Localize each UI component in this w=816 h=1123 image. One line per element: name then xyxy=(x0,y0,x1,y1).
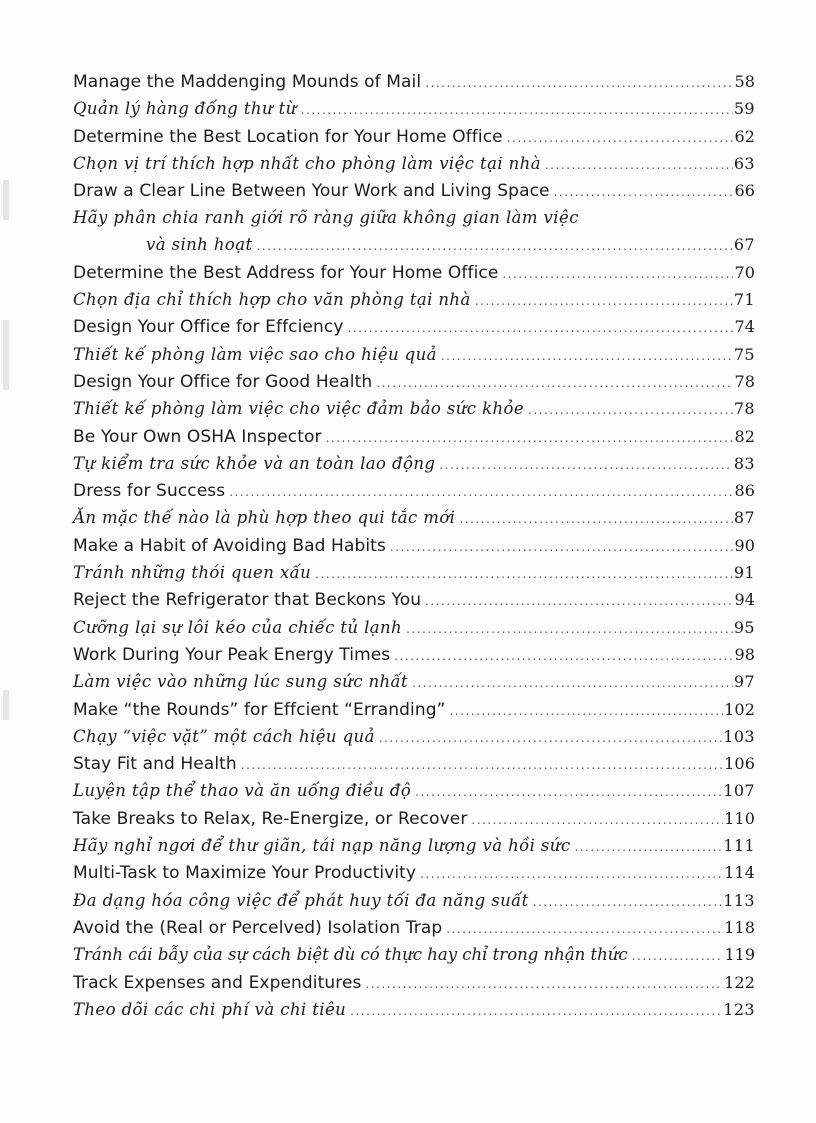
toc-entry-page: 86 xyxy=(734,481,755,501)
toc-entry xyxy=(73,532,755,559)
toc-entry-page: 62 xyxy=(734,126,755,146)
toc-entry-page: 98 xyxy=(734,644,755,664)
toc-entry xyxy=(73,614,755,641)
dot-leader xyxy=(347,315,733,342)
toc-entry-page: 91 xyxy=(733,563,755,583)
toc-entry-page: 71 xyxy=(733,290,755,310)
toc-entry-title: Work During Your Peak Energy Times xyxy=(73,644,391,665)
toc-entry xyxy=(73,177,755,204)
dot-leader xyxy=(441,343,733,370)
toc-entry-title: Take Breaks to Relax, Re-Energize, or Recover xyxy=(73,808,468,829)
dot-leader xyxy=(241,752,723,779)
toc-entry-page: 78 xyxy=(733,399,755,419)
dot-leader xyxy=(406,616,733,643)
table-of-contents xyxy=(73,68,755,1023)
toc-entry xyxy=(73,368,755,395)
dot-leader xyxy=(315,561,733,588)
dot-leader xyxy=(366,971,724,998)
dot-leader xyxy=(229,479,733,506)
toc-entry xyxy=(73,123,755,150)
dot-leader xyxy=(394,643,733,670)
toc-entry-page: 59 xyxy=(733,99,755,119)
toc-entry xyxy=(73,450,755,477)
toc-entry-page: 78 xyxy=(734,371,755,391)
toc-entry-title: Cưỡng lại sự lôi kéo của chiếc tủ lạnh xyxy=(73,617,403,637)
toc-entry-page: 122 xyxy=(724,972,755,992)
toc-entry xyxy=(73,423,755,450)
toc-entry xyxy=(73,887,755,914)
toc-entry xyxy=(73,805,755,832)
toc-entry-title: Determine the Best Location for Your Home Office xyxy=(73,126,503,147)
toc-entry-page: 58 xyxy=(734,72,755,91)
toc-entry xyxy=(73,914,755,941)
dot-leader xyxy=(471,807,723,834)
scan-artifact xyxy=(3,320,9,390)
toc-entry-page: 103 xyxy=(723,726,755,746)
dot-leader xyxy=(450,698,724,725)
toc-entry-title: Multi-Task to Maximize Your Productivity xyxy=(73,863,417,884)
toc-entry xyxy=(73,286,755,313)
toc-entry xyxy=(73,668,755,695)
toc-entry-page: 102 xyxy=(724,699,755,719)
toc-entry-page: 106 xyxy=(724,754,755,774)
toc-entry-page: 97 xyxy=(733,672,755,692)
dot-leader xyxy=(574,834,722,861)
dot-leader xyxy=(439,452,733,479)
toc-entry-title: Tự kiểm tra sức khỏe và an toàn lao động xyxy=(73,453,436,473)
toc-entry xyxy=(73,504,755,531)
toc-entry-page: 119 xyxy=(724,945,755,965)
toc-entry-title: Quản lý hàng đống thư từ xyxy=(73,99,297,119)
toc-entry xyxy=(73,750,755,777)
dot-leader xyxy=(350,998,722,1025)
toc-entry-title: Draw a Clear Line Between Your Work and Living Space xyxy=(73,181,550,202)
toc-entry xyxy=(73,832,755,859)
toc-entry-title: Make a Habit of Avoiding Bad Habits xyxy=(73,535,386,556)
toc-entry xyxy=(73,150,755,177)
toc-entry-page: 63 xyxy=(733,153,755,173)
toc-entry-page: 107 xyxy=(723,781,755,801)
dot-leader xyxy=(376,370,733,397)
toc-entry-title: Tránh những thói quen xấu xyxy=(73,563,312,583)
toc-entry xyxy=(73,641,755,668)
dot-leader xyxy=(256,233,732,260)
dot-leader xyxy=(425,588,733,615)
toc-entry xyxy=(73,586,755,613)
dot-leader xyxy=(412,670,733,697)
toc-entry-title: Thiết kế phòng làm việc sao cho hiệu quả xyxy=(73,344,437,364)
toc-entry-page: 123 xyxy=(723,999,755,1019)
toc-entry-page: 90 xyxy=(734,535,755,555)
toc-entry-title: Design Your Office for Good Health xyxy=(73,371,373,392)
dot-leader xyxy=(420,861,723,888)
toc-entry-title: Be Your Own OSHA Inspector xyxy=(73,426,322,447)
toc-entry-page: 111 xyxy=(723,836,755,856)
toc-entry xyxy=(73,941,755,968)
toc-entry-page: 113 xyxy=(723,890,755,910)
toc-entry xyxy=(73,313,755,340)
dot-leader xyxy=(545,152,733,179)
toc-entry xyxy=(73,395,755,422)
dot-leader xyxy=(533,889,723,916)
toc-entry-title: Manage the Maddenging Mounds of Mail xyxy=(73,72,422,92)
scan-artifact xyxy=(3,690,9,720)
toc-entry-title: Chọn địa chỉ thích hợp cho văn phòng tại nhà xyxy=(73,290,471,310)
toc-entry xyxy=(73,696,755,723)
toc-entry-title: Make “the Rounds” for Effcient “Erranding” xyxy=(73,699,446,720)
dot-leader xyxy=(459,506,732,533)
toc-entry-title: Đa dạng hóa công việc để phát huy tối đa năng suất xyxy=(73,890,529,910)
dot-leader xyxy=(425,70,733,97)
toc-entry xyxy=(73,777,755,804)
toc-entry xyxy=(73,68,755,95)
toc-entry-page: 118 xyxy=(724,917,755,937)
toc-entry-title: Design Your Office for Effciency xyxy=(73,317,344,338)
toc-entry-first-line xyxy=(73,204,755,231)
toc-entry-title: Ăn mặc thế nào là phù hợp theo qui tắc mới xyxy=(73,508,456,528)
toc-entry-title: Hãy phân chia ranh giới rõ ràng giữa không gian làm việc xyxy=(73,208,579,228)
dot-leader xyxy=(390,534,734,561)
dot-leader xyxy=(554,179,734,206)
toc-entry xyxy=(73,477,755,504)
toc-entry-title: Determine the Best Address for Your Home Office xyxy=(73,262,499,283)
toc-entry-page: 110 xyxy=(724,808,755,828)
toc-entry-page: 114 xyxy=(724,863,755,883)
toc-entry-title: Luyện tập thể thao và ăn uống điều độ xyxy=(73,781,412,801)
toc-entry xyxy=(73,341,755,368)
toc-entry xyxy=(73,95,755,122)
toc-entry-title: Thiết kế phòng làm việc cho việc đảm bảo sức khỏe xyxy=(73,399,525,419)
toc-entry-title: Hãy nghỉ ngơi để thư giãn, tái nạp năng lượng và hồi sức xyxy=(73,836,571,856)
toc-entry-page: 83 xyxy=(733,453,755,473)
dot-leader xyxy=(446,916,723,943)
toc-entry xyxy=(73,559,755,586)
toc-entry-page: 95 xyxy=(733,617,755,637)
dot-leader xyxy=(632,943,724,970)
toc-entry-page: 87 xyxy=(733,508,755,528)
toc-entry-page: 74 xyxy=(734,317,755,337)
dot-leader xyxy=(528,397,733,424)
toc-entry-title: Theo dõi các chi phí và chi tiêu xyxy=(73,999,347,1019)
dot-leader xyxy=(502,261,733,288)
toc-entry-page: 70 xyxy=(734,262,755,282)
dot-leader xyxy=(507,125,734,152)
toc-entry-title: Chạy “việc vặt” một cách hiệu quả xyxy=(73,726,375,746)
toc-entry-title: Stay Fit and Health xyxy=(73,754,237,775)
toc-entry-title: Dress for Success xyxy=(73,481,226,502)
toc-entry-page: 66 xyxy=(734,181,755,201)
toc-entry-title: Chọn vị trí thích hợp nhất cho phòng làm việc tại nhà xyxy=(73,153,541,173)
toc-entry-title: và sinh hoạt xyxy=(146,235,253,255)
toc-entry-page: 75 xyxy=(733,344,755,364)
toc-entry xyxy=(73,996,755,1023)
toc-entry-title: Avoid the (Real or Percelved) Isolation Trap xyxy=(73,917,443,938)
toc-entry xyxy=(73,859,755,886)
dot-leader xyxy=(415,779,722,806)
toc-entry xyxy=(73,969,755,996)
toc-entry-title: Tránh cái bẫy của sự cách biệt dù có thực hay chỉ trong nhận thức xyxy=(73,945,628,965)
toc-entry-page: 82 xyxy=(734,426,755,446)
dot-leader xyxy=(379,725,722,752)
toc-entry-title: Reject the Refrigerator that Beckons You xyxy=(73,590,422,611)
dot-leader xyxy=(326,425,734,452)
scan-artifact xyxy=(3,180,9,220)
toc-entry xyxy=(73,259,755,286)
toc-entry-title: Track Expenses and Expenditures xyxy=(73,972,362,993)
dot-leader xyxy=(301,97,733,124)
toc-entry-title: Làm việc vào những lúc sung sức nhất xyxy=(73,672,409,692)
toc-entry-page: 94 xyxy=(734,590,755,610)
toc-entry-page: 67 xyxy=(733,235,755,255)
toc-entry xyxy=(73,723,755,750)
dot-leader xyxy=(475,288,733,315)
toc-entry-continuation xyxy=(73,231,755,258)
